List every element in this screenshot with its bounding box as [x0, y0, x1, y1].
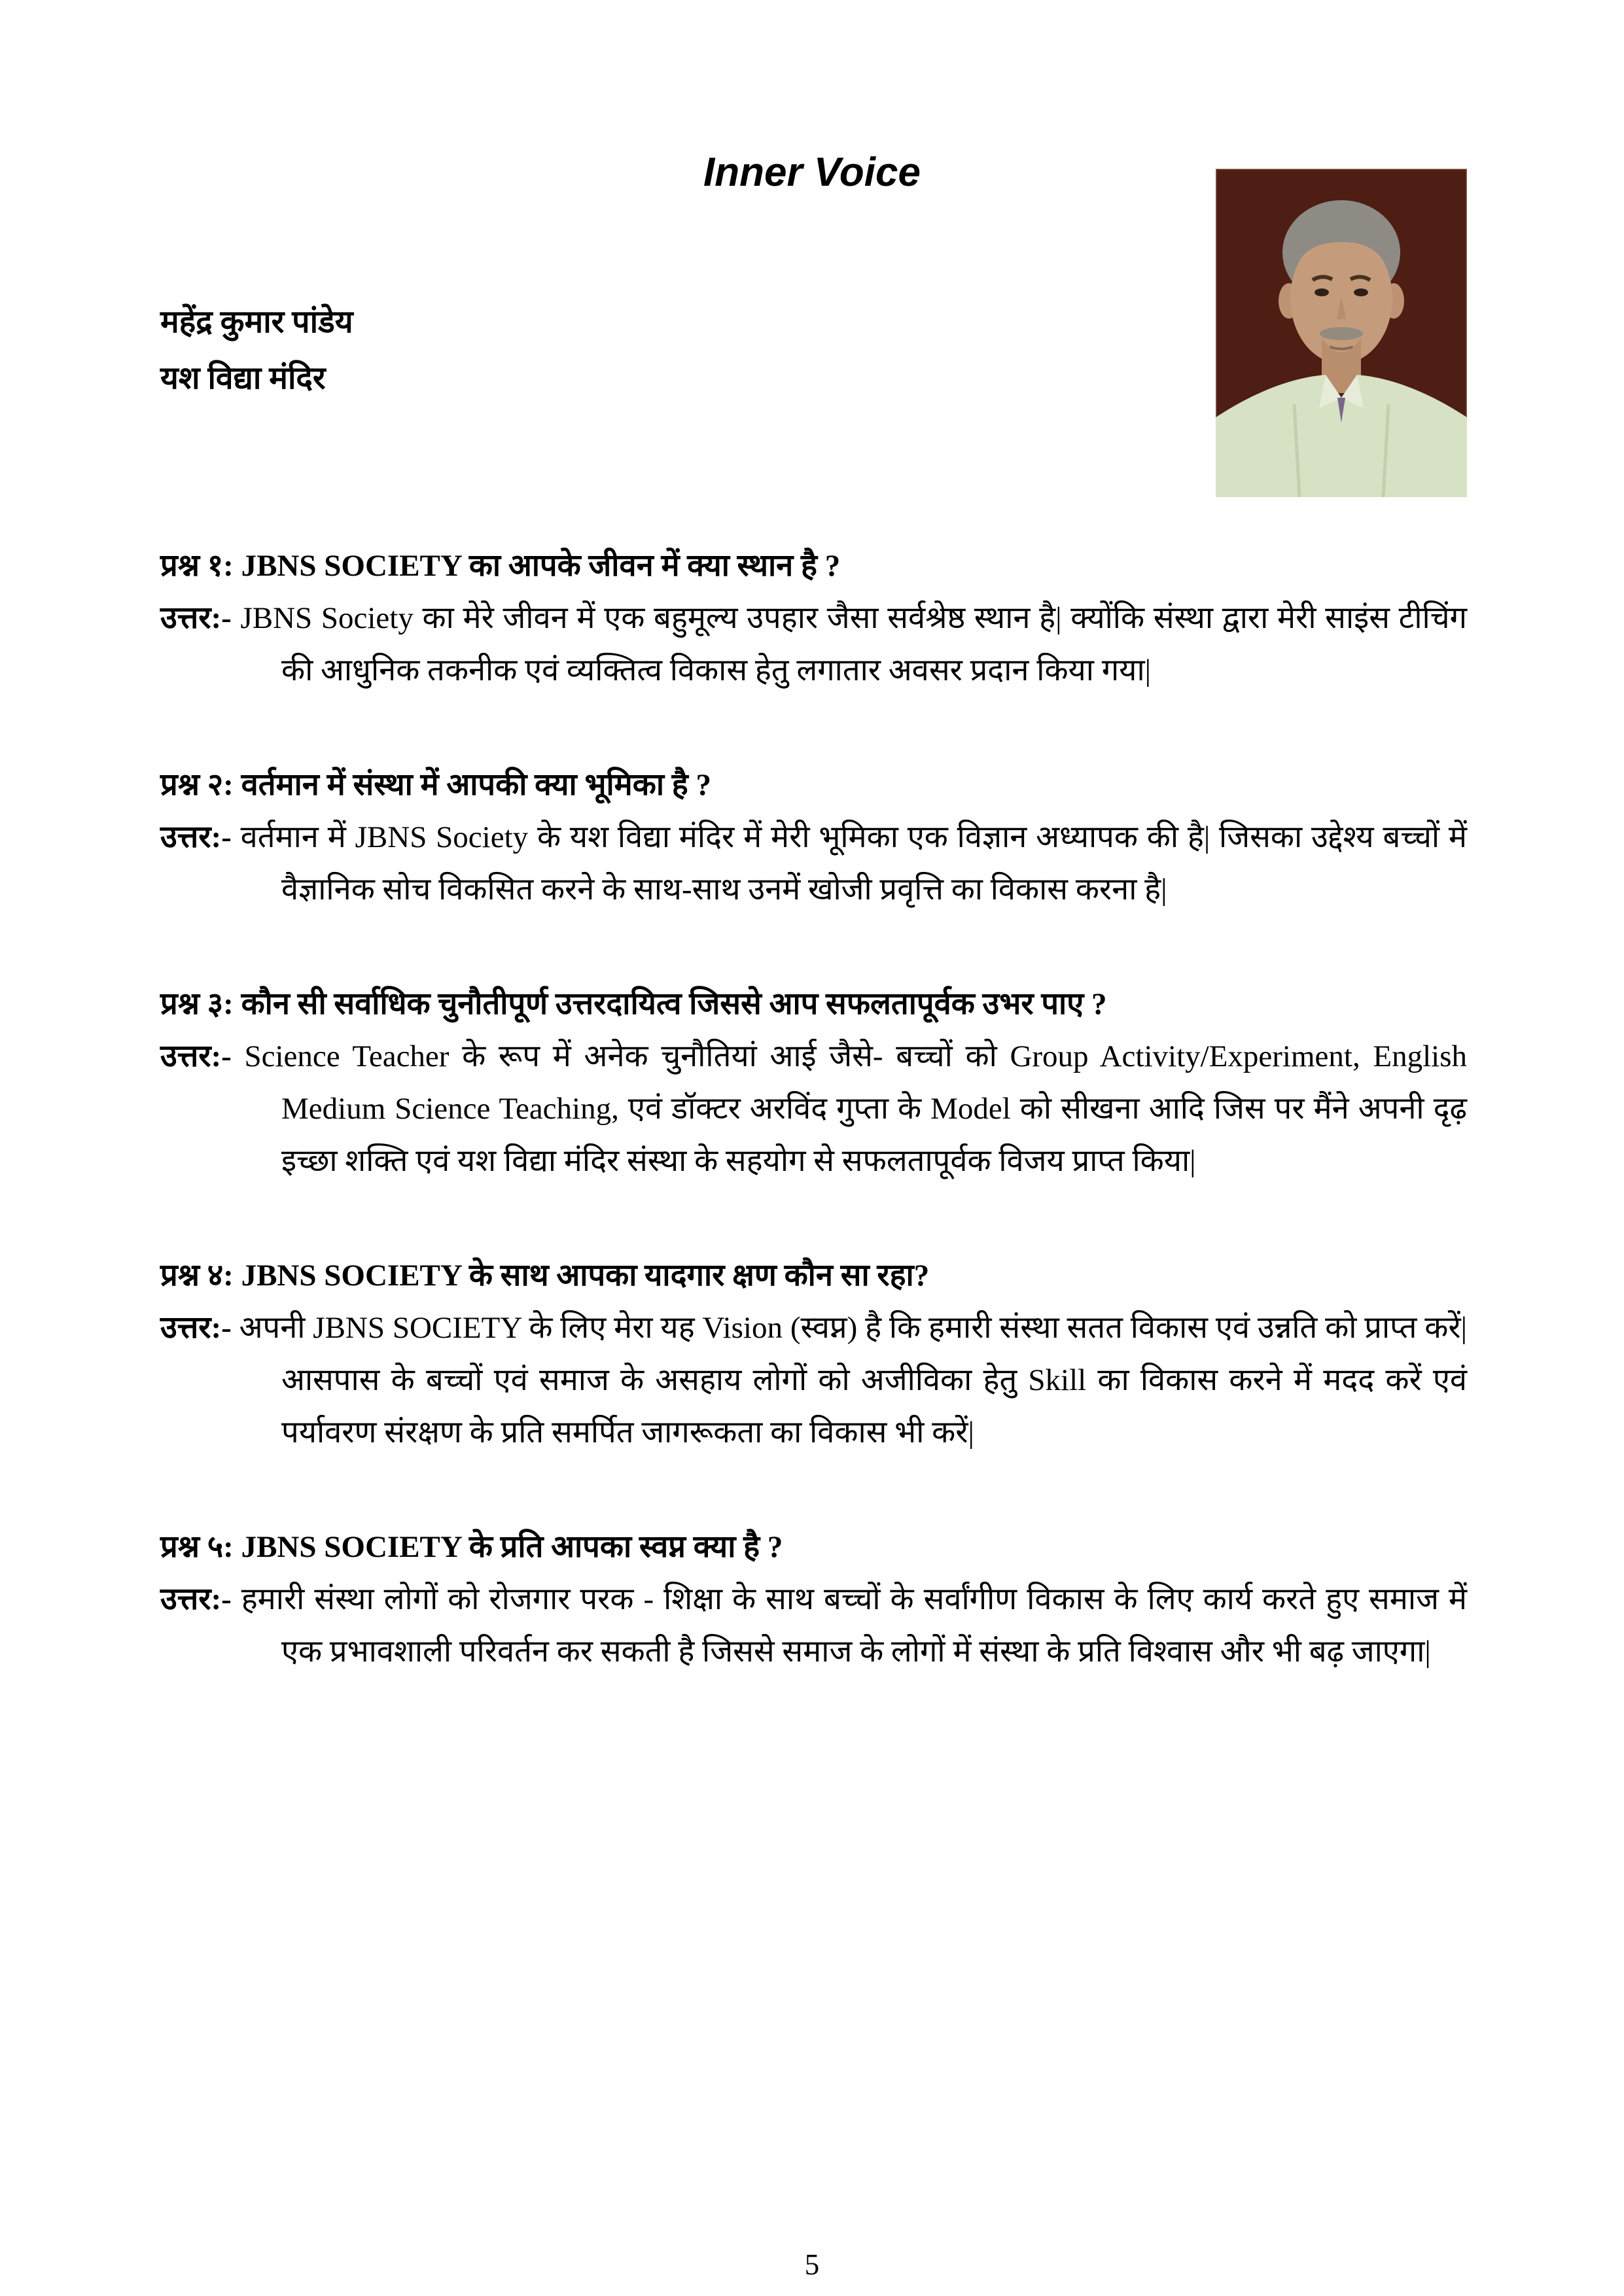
question-1	[160, 540, 1467, 592]
question-5	[160, 1521, 1467, 1573]
question-4-label: प्रश्न ४:	[160, 1259, 234, 1293]
author-name: महेंद्र कुमार पांडेय	[160, 305, 353, 339]
question-1-label: प्रश्न १:	[160, 549, 234, 583]
question-2-text: वर्तमान में संस्था में आपकी क्या भूमिका है ?	[241, 768, 712, 802]
question-4-text: JBNS SOCIETY के साथ आपका यादगार क्षण कौन सा रहा?	[241, 1259, 930, 1293]
qa-block-2	[160, 759, 1467, 916]
answer-1-label: उत्तर:-	[160, 601, 232, 635]
answer-3-label: उत्तर:-	[160, 1039, 232, 1073]
answer-2-label: उत्तर:-	[160, 820, 232, 854]
answer-5-text: हमारी संस्था लोगों को रोजगार परक - शिक्षा के साथ बच्चों के सर्वांगीण विकास के लिए कार्य करते हुए समाज में एक प्रभावशाली परिवर्तन कर सकती है जिससे समाज के लोगों में संस्था के प्रति विश्वास और भी बढ़ जाएगा|	[241, 1582, 1467, 1669]
answer-5	[160, 1573, 1467, 1678]
answer-1-text: JBNS Society का मेरे जीवन में एक बहुमूल्य उपहार जैसा सर्वश्रेष्ठ स्थान है| क्योंकि संस्था द्वारा मेरी साइंस टीचिंग की आधुनिक तकनीक एवं व्यक्तित्व विकास हेतु लगातार अवसर प्रदान किया गया|	[240, 601, 1467, 687]
answer-4-label: उत्तर:-	[160, 1311, 232, 1345]
author-organization: यश विद्या मंदिर	[160, 361, 326, 396]
eye-right	[1354, 288, 1368, 296]
qa-block-5	[160, 1521, 1467, 1678]
answer-4	[160, 1302, 1467, 1459]
page-number: 5	[804, 2248, 820, 2281]
answer-3-text: Science Teacher के रूप में अनेक चुनौतियां आई जैसे- बच्चों को Group Activity/Experiment, English Medium Science Teaching, एवं डॉक्टर अरविंद गुप्ता के Model को सीखना आदि जिस पर मैंने अपनी दृढ़ इच्छा शक्ति एवं यश विद्या मंदिर संस्था के सहयोग से सफलतापूर्वक विजय प्राप्त किया|	[244, 1039, 1468, 1178]
question-3	[160, 978, 1467, 1030]
question-4	[160, 1249, 1467, 1302]
interview-content	[160, 540, 1467, 1678]
mustache	[1320, 327, 1363, 340]
portrait-photo	[1216, 169, 1467, 497]
answer-1	[160, 592, 1467, 697]
answer-2-text: वर्तमान में JBNS Society के यश विद्या मंदिर में मेरी भूमिका एक विज्ञान अध्यापक की है| जिसका उद्देश्य बच्चों में वैज्ञानिक सोच विकसित करने के साथ-साथ उनमें खोजी प्रवृत्ति का विकास करना है|	[240, 820, 1468, 907]
answer-4-text: अपनी JBNS SOCIETY के लिए मेरा यह Vision (स्वप्न) है कि हमारी संस्था सतत विकास एवं उन्नति को प्राप्त करें| आसपास के बच्चों एवं समाज के असहाय लोगों को अजीविका हेतु Skill का विकास करने में मदद करें एवं पर्यावरण संरक्षण के प्रति समर्पित जागरूकता का विकास भी करें|	[239, 1311, 1467, 1450]
question-3-label: प्रश्न ३:	[160, 987, 234, 1021]
question-3-text: कौन सी सर्वाधिक चुनौतीपूर्ण उत्तरदायित्व जिससे आप सफलतापूर्वक उभर पाए ?	[241, 987, 1107, 1021]
page-title: Inner Voice	[703, 150, 921, 195]
answer-2	[160, 811, 1467, 916]
answer-5-label: उत्तर:-	[160, 1582, 232, 1616]
portrait-photo-image	[1216, 169, 1467, 497]
qa-block-3	[160, 978, 1467, 1187]
answer-3	[160, 1030, 1467, 1187]
question-2-label: प्रश्न २:	[160, 768, 234, 802]
qa-block-1	[160, 540, 1467, 697]
qa-block-4	[160, 1249, 1467, 1459]
question-2	[160, 759, 1467, 811]
question-5-label: प्रश्न ५:	[160, 1530, 234, 1564]
question-5-text: JBNS SOCIETY के प्रति आपका स्वप्न क्या है ?	[241, 1530, 783, 1564]
eye-left	[1315, 288, 1329, 296]
question-1-text: JBNS SOCIETY का आपके जीवन में क्या स्थान है ?	[241, 549, 841, 583]
